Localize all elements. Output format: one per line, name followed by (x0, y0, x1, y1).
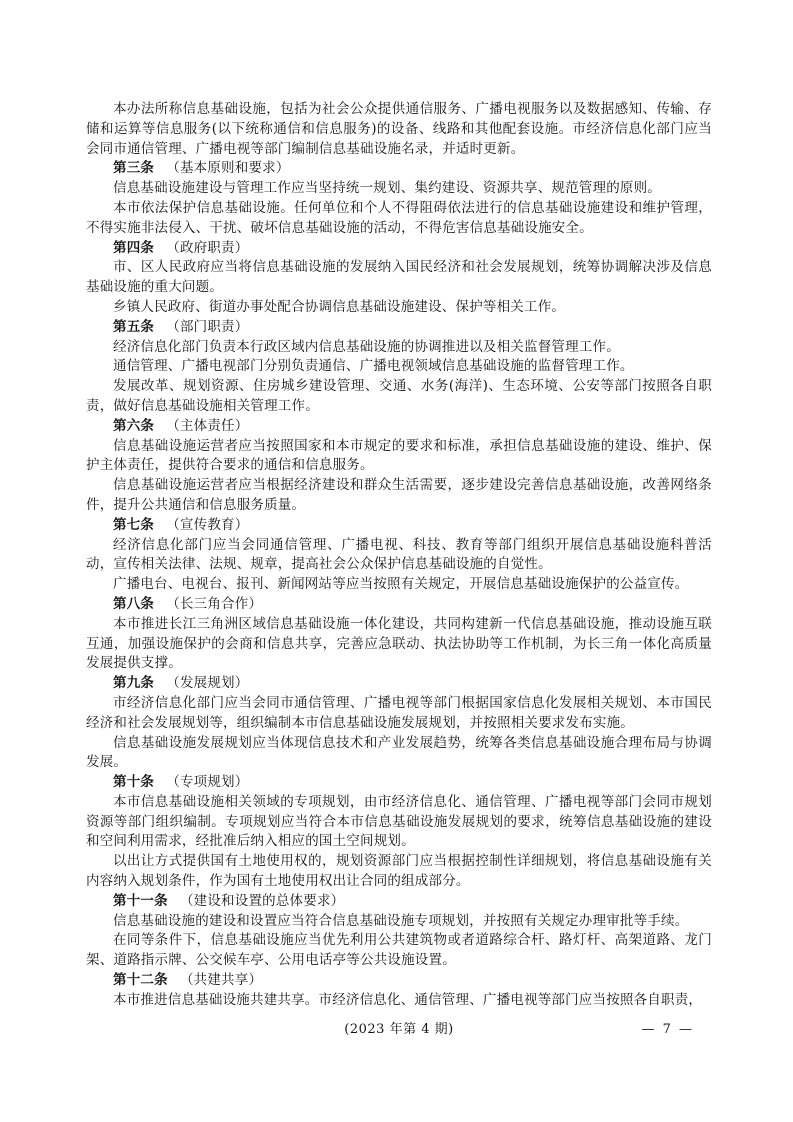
article-title: （发展规划） (166, 675, 249, 692)
article-heading (86, 318, 712, 338)
paragraph: 市、区人民政府应当将信息基础设施的发展纳入国民经济和社会发展规划，统筹协调解决涉及信息基础设施的重大问题。 (86, 259, 712, 296)
article-title: （专项规划） (166, 774, 249, 791)
article-title: （共建共享） (179, 972, 263, 989)
article-number: 第三条 (113, 160, 155, 177)
paragraph: 本市信息基础设施相关领域的专项规划，由市经济信息化、通信管理、广播电视等部门会同市规划资源等部门组织编制。专项规划应当符合本市信息基础设施发展规划的要求，统筹信息基础设施的建设和空间利用需求，经批准后纳入相应的国土空间规划。 (86, 793, 712, 850)
article-title: （主体责任） (166, 417, 249, 434)
article-heading (86, 595, 712, 615)
article-number: 第四条 (113, 239, 155, 256)
article-title: （政府职责） (166, 239, 249, 256)
article-heading (86, 892, 712, 912)
article-title: （长三角合作） (166, 595, 263, 612)
article-heading (86, 773, 712, 793)
paragraph: 乡镇人民政府、街道办事处配合协调信息基础设施建设、保护等相关工作。 (113, 298, 566, 315)
document-body (86, 100, 712, 1011)
article-title: （建设和设置的总体要求） (179, 892, 345, 909)
paragraph: 市经济信息化部门应当会同市通信管理、广播电视等部门根据国家信息化发展相关规划、本市国民经济和社会发展规划等，组织编制本市信息基础设施发展规划，并按照相关要求发布实施。 (86, 694, 712, 731)
footer-issue-label: (2023 年第 4 期) (344, 1022, 454, 1037)
article-heading (86, 674, 712, 694)
article-number: 第五条 (113, 318, 155, 335)
article-number: 第十一条 (113, 892, 168, 909)
article-number: 第八条 (113, 595, 155, 612)
article-number: 第九条 (113, 675, 155, 692)
article-number: 第七条 (113, 516, 155, 533)
paragraph: 在同等条件下，信息基础设施应当优先利用公共建筑物或者道路综合杆、路灯杆、高架道路、龙门架、道路指示牌、公交候车亭、公用电话亭等公共设施设置。 (86, 932, 712, 969)
article-title: （部门职责） (166, 318, 249, 335)
paragraph: 信息基础设施运营者应当根据经济建设和群众生活需要，逐步建设完善信息基础设施，改善网络条件，提升公共通信和信息服务质量。 (86, 477, 712, 513)
article-number: 第十二条 (113, 972, 168, 989)
article-heading (86, 417, 712, 437)
paragraph: 信息基础设施发展规划应当体现信息技术和产业发展趋势，统筹各类信息基础设施合理布局与协调发展。 (86, 734, 712, 771)
footer-page-number: — 7 — (641, 1022, 694, 1037)
paragraph: 本市依法保护信息基础设施。任何单位和个人不得阻碍依法进行的信息基础设施建设和维护管理，不得实施非法侵入、干扰、破坏信息基础设施的活动，不得危害信息基础设施安全。 (86, 199, 712, 236)
page-footer (86, 1020, 712, 1040)
paragraph: 经济信息化部门应当会同通信管理、广播电视、科技、教育等部门组织开展信息基础设施科普活动，宣传相关法律、法规、规章，提高社会公众保护信息基础设施的自觉性。 (86, 536, 712, 573)
paragraph: 发展改革、规划资源、住房城乡建设管理、交通、水务(海洋)、生态环境、公安等部门按照各自职责，做好信息基础设施相关管理工作。 (86, 378, 712, 414)
article-number: 第六条 (113, 417, 155, 434)
paragraph: 本市推进信息基础设施共建共享。市经济信息化、通信管理、广播电视等部门应当按照各自职责， (113, 991, 703, 1008)
paragraph: 信息基础设施建设与管理工作应当坚持统一规划、集约建设、资源共享、规范管理的原则。 (113, 180, 661, 197)
paragraph: 通信管理、广播电视部门分别负责通信、广播电视领域信息基础设施的监督管理工作。 (113, 358, 634, 375)
paragraph: 广播电台、电视台、报刊、新闻网站等应当按照有关规定，开展信息基础设施保护的公益宣传。 (113, 576, 689, 593)
article-number: 第十条 (113, 774, 155, 791)
paragraph: 本市推进长江三角洲区域信息基础设施一体化建设，共同构建新一代信息基础设施，推动设施互联互通，加强设施保护的会商和信息共享，完善应急联动、执法协助等工作机制，为长三角一体化高质量发展提供支撑。 (86, 615, 712, 672)
paragraph: 本办法所称信息基础设施，包括为社会公众提供通信服务、广播电视服务以及数据感知、传输、存储和运算等信息服务(以下统称通信和信息服务)的设备、线路和其他配套设施。市经济信息化部门应当会同市通信管理、广播电视等部门编制信息基础设施名录，并适时更新。 (86, 101, 712, 157)
article-title: （基本原则和要求） (166, 160, 290, 177)
paragraph: 信息基础设施的建设和设置应当符合信息基础设施专项规划，并按照有关规定办理审批等手续。 (113, 912, 689, 929)
article-heading (86, 516, 712, 536)
article-title: （宣传教育） (166, 516, 249, 533)
article-heading (86, 159, 712, 179)
paragraph: 以出让方式提供国有土地使用权的，规划资源部门应当根据控制性详细规划，将信息基础设施有关内容纳入规划条件，作为国有土地使用权出让合同的组成部分。 (86, 853, 712, 890)
paragraph: 信息基础设施运营者应当按照国家和本市规定的要求和标准，承担信息基础设施的建设、维护、保护主体责任，提供符合要求的通信和信息服务。 (86, 437, 712, 474)
paragraph: 经济信息化部门负责本行政区域内信息基础设施的协调推进以及相关监督管理工作。 (113, 338, 620, 355)
article-heading (86, 239, 712, 259)
article-heading (86, 971, 712, 991)
